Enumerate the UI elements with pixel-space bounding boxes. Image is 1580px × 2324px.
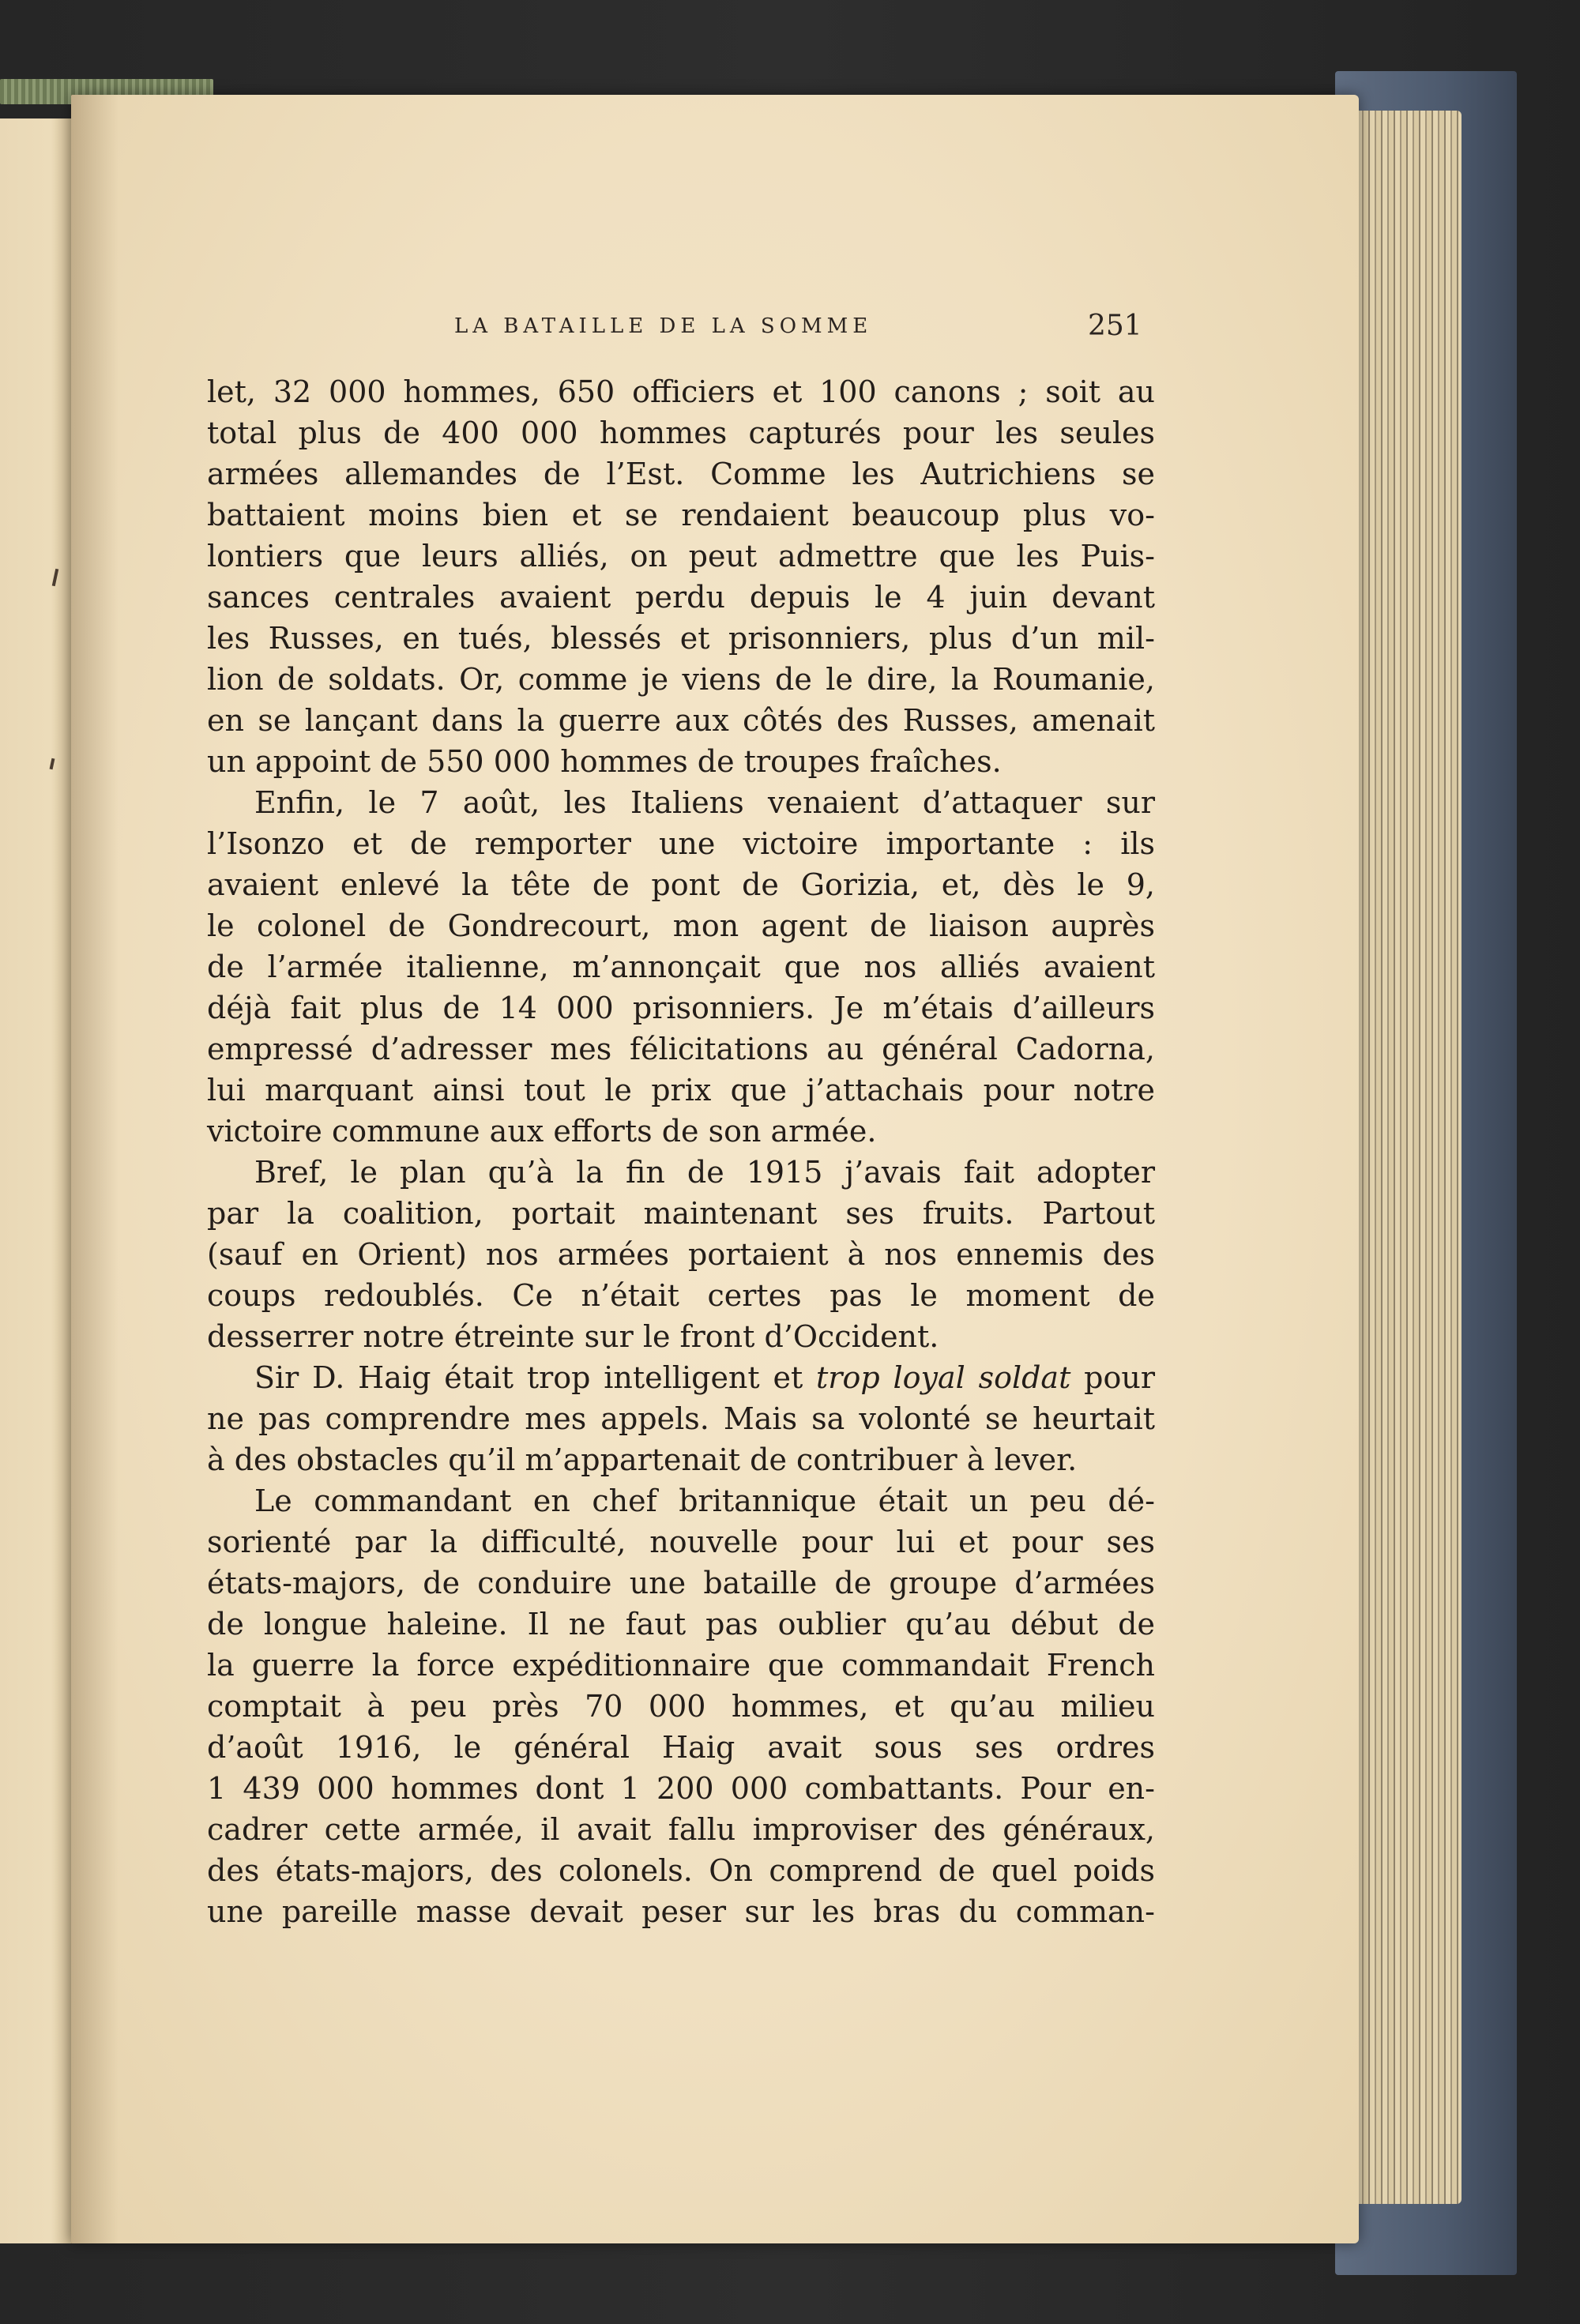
text-line: 1 439 000 hommes dont 1 200 000 combattants. Pour en-	[207, 1771, 1155, 1806]
text-line: (sauf en Orient) nos armées portaient à nos ennemis des	[207, 1237, 1155, 1272]
page-gutter-shadow	[71, 95, 118, 2243]
page-number: 251	[1088, 310, 1142, 342]
text-line: en se lançant dans la guerre aux côtés des Russes, amenait	[207, 703, 1155, 738]
page-edges	[1351, 111, 1462, 2204]
text-line	[207, 1357, 1155, 1398]
text-line: lui marquant ainsi tout le prix que j’attachais pour notre	[207, 1073, 1155, 1107]
text-line: déjà fait plus de 14 000 prisonniers. Je m’étais d’ailleurs	[207, 991, 1155, 1025]
running-head: LA BATAILLE DE LA SOMME	[454, 314, 873, 338]
text-line: coups redoublés. Ce n’était certes pas le moment de	[207, 1278, 1155, 1313]
text-line: lion de soldats. Or, comme je viens de le dire, la Roumanie,	[207, 662, 1155, 697]
margin-mark	[52, 569, 58, 586]
text-line: Le commandant en chef britannique était un peu dé-	[254, 1484, 1155, 1518]
text-line: victoire commune aux efforts de son armée.	[207, 1114, 877, 1149]
text-line: une pareille masse devait peser sur les bras du comman-	[207, 1894, 1155, 1929]
text-line: total plus de 400 000 hommes capturés pour les seules	[207, 416, 1155, 450]
text-line: d’août 1916, le général Haig avait sous ses ordres	[207, 1730, 1155, 1765]
text-line: armées allemandes de l’Est. Comme les Autrichiens se	[207, 457, 1155, 491]
text-line: empressé d’adresser mes félicitations au général Cadorna,	[207, 1032, 1155, 1066]
text-line: battaient moins bien et se rendaient beaucoup plus vo-	[207, 498, 1155, 532]
text-line: de l’armée italienne, m’annonçait que nos alliés avaient	[207, 950, 1155, 984]
facing-page-edge	[0, 118, 73, 2243]
text-line: les Russes, en tués, blessés et prisonniers, plus d’un mil-	[207, 621, 1155, 656]
text-line: l’Isonzo et de remporter une victoire importante : ils	[207, 826, 1155, 861]
text-line: comptait à peu près 70 000 hommes, et qu’au milieu	[207, 1689, 1155, 1724]
text-line: sances centrales avaient perdu depuis le 4 juin devant	[207, 580, 1155, 615]
text-line: par la coalition, portait maintenant ses fruits. Partout	[207, 1196, 1155, 1231]
margin-mark	[50, 758, 55, 770]
text-line: ne pas comprendre mes appels. Mais sa volonté se heurtait	[207, 1401, 1155, 1436]
text-line: let, 32 000 hommes, 650 officiers et 100 canons ; soit au	[207, 374, 1155, 409]
italic-phrase: trop loyal soldat	[816, 1360, 1071, 1395]
text-line: la guerre la force expéditionnaire que commandait French	[207, 1648, 1155, 1683]
text-line: desserrer notre étreinte sur le front d’Occident.	[207, 1319, 939, 1354]
text-segment: pour	[1070, 1360, 1155, 1395]
text-line: des états-majors, des colonels. On comprend de quel poids	[207, 1853, 1155, 1888]
text-line: de longue haleine. Il ne faut pas oublier qu’au début de	[207, 1607, 1155, 1641]
text-segment: Sir D. Haig était trop intelligent et	[254, 1360, 817, 1395]
text-line: sorienté par la difficulté, nouvelle pour lui et pour ses	[207, 1525, 1155, 1559]
text-line: un appoint de 550 000 hommes de troupes fraîches.	[207, 744, 1002, 779]
text-line: à des obstacles qu’il m’appartenait de contribuer à lever.	[207, 1442, 1078, 1477]
text-line: cadrer cette armée, il avait fallu improviser des généraux,	[207, 1812, 1155, 1847]
text-line: avaient enlevé la tête de pont de Gorizia, et, dès le 9,	[207, 867, 1155, 902]
text-line: le colonel de Gondrecourt, mon agent de liaison auprès	[207, 908, 1155, 943]
text-line: Enfin, le 7 août, les Italiens venaient d’attaquer sur	[254, 785, 1155, 820]
text-line: lontiers que leurs alliés, on peut admettre que les Puis-	[207, 539, 1155, 573]
text-line: états-majors, de conduire une bataille de groupe d’armées	[207, 1566, 1155, 1600]
text-line: Bref, le plan qu’à la fin de 1915 j’avais fait adopter	[254, 1155, 1155, 1190]
